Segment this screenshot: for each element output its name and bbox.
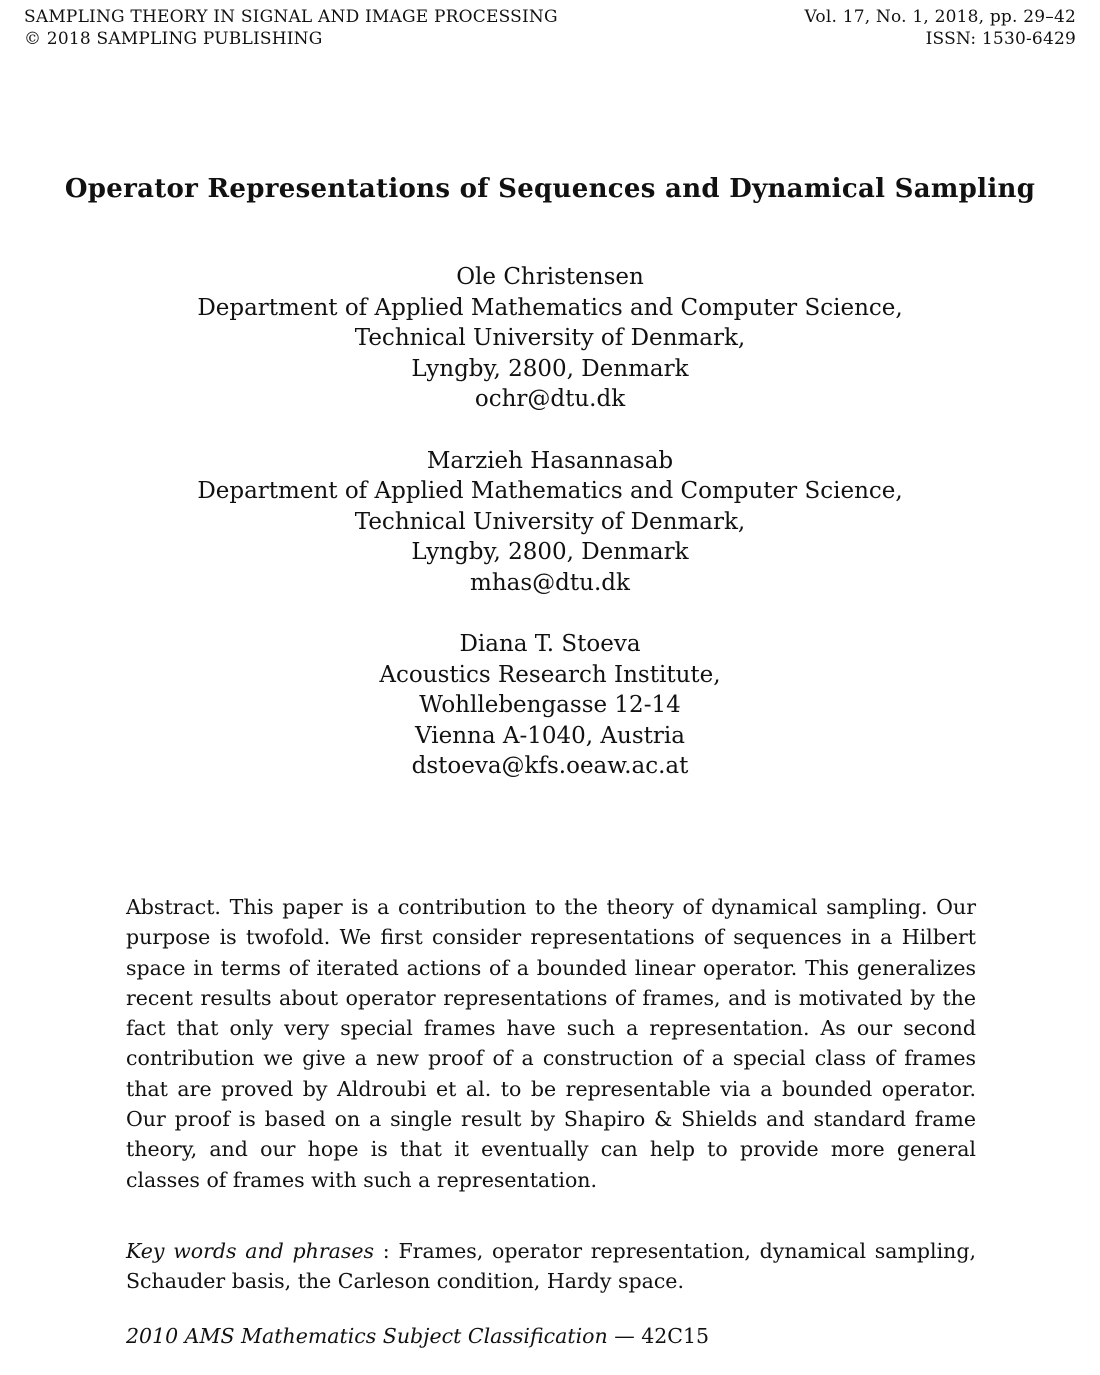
abstract-label: Abstract. <box>126 895 221 919</box>
msc-label: 2010 AMS Mathematics Subject Classification <box>126 1324 608 1348</box>
keywords-label: Key words and phrases <box>126 1239 375 1263</box>
msc-separator: — <box>607 1324 642 1348</box>
author-block <box>0 262 1100 415</box>
author-affiliation-line: Acoustics Research Institute, <box>379 661 721 688</box>
keywords <box>126 1236 976 1297</box>
abstract-text: This paper is a contribution to the theory of dynamical sampling. Our purpose is twofold. We first consider representations of sequences in a Hilbert space in terms of iterated actions of a bounded linear operator. This generalizes recent results about operator representations of frames, and is motivated by the fact that only very special frames have such a representation. As our second contribution we give a new proof of a construction of a special class of frames that are proved by Aldroubi et al. to be representable via a bounded operator. Our proof is based on a single result by Shapiro & Shields and standard frame theory, and our hope is that it eventually can help to provide more general classes of frames with such a representation. <box>126 895 976 1192</box>
abstract <box>126 892 976 1195</box>
author-affiliation-line: Technical University of Denmark, <box>354 325 746 351</box>
author-name: Diana T. Stoeva <box>459 631 641 657</box>
author-list <box>0 262 1100 813</box>
copyright-notice: © 2018 SAMPLING PUBLISHING <box>24 29 323 49</box>
subject-classification <box>126 1321 976 1351</box>
author-email: mhas@dtu.dk <box>470 569 630 596</box>
author-block <box>0 446 1100 599</box>
author-name: Ole Christensen <box>456 264 644 290</box>
author-affiliation-line: Lyngby, 2800, Denmark <box>411 539 689 565</box>
paper-title: Operator Representations of Sequences and Dynamical Sampling <box>64 174 1036 204</box>
author-email: ochr@dtu.dk <box>474 386 626 412</box>
keywords-separator: : <box>374 1239 399 1263</box>
author-name: Marzieh Hasannasab <box>426 447 674 474</box>
author-affiliation-line: Department of Applied Mathematics and Computer Science, <box>197 478 903 504</box>
journal-name: SAMPLING THEORY IN SIGNAL AND IMAGE PROCESSING <box>24 7 558 27</box>
running-header <box>24 6 1076 50</box>
author-email: dstoeva@kfs.oeaw.ac.at <box>411 753 689 779</box>
msc-code: 42C15 <box>641 1324 710 1348</box>
author-block <box>0 629 1100 782</box>
author-affiliation-line: Department of Applied Mathematics and Computer Science, <box>197 294 903 321</box>
issn: ISSN: 1530-6429 <box>925 29 1076 49</box>
keywords-text: Frames, operator representation, dynamical sampling, Schauder basis, the Carleson condition, Hardy space. <box>126 1239 976 1294</box>
author-affiliation-line: Lyngby, 2800, Denmark <box>411 355 689 382</box>
volume-info: Vol. 17, No. 1, 2018, pp. 29–42 <box>804 7 1076 27</box>
author-affiliation-line: Technical University of Denmark, <box>354 508 746 535</box>
author-affiliation-line: Wohllebengasse 12-14 <box>419 692 681 718</box>
author-affiliation-line: Vienna A-1040, Austria <box>415 722 685 749</box>
